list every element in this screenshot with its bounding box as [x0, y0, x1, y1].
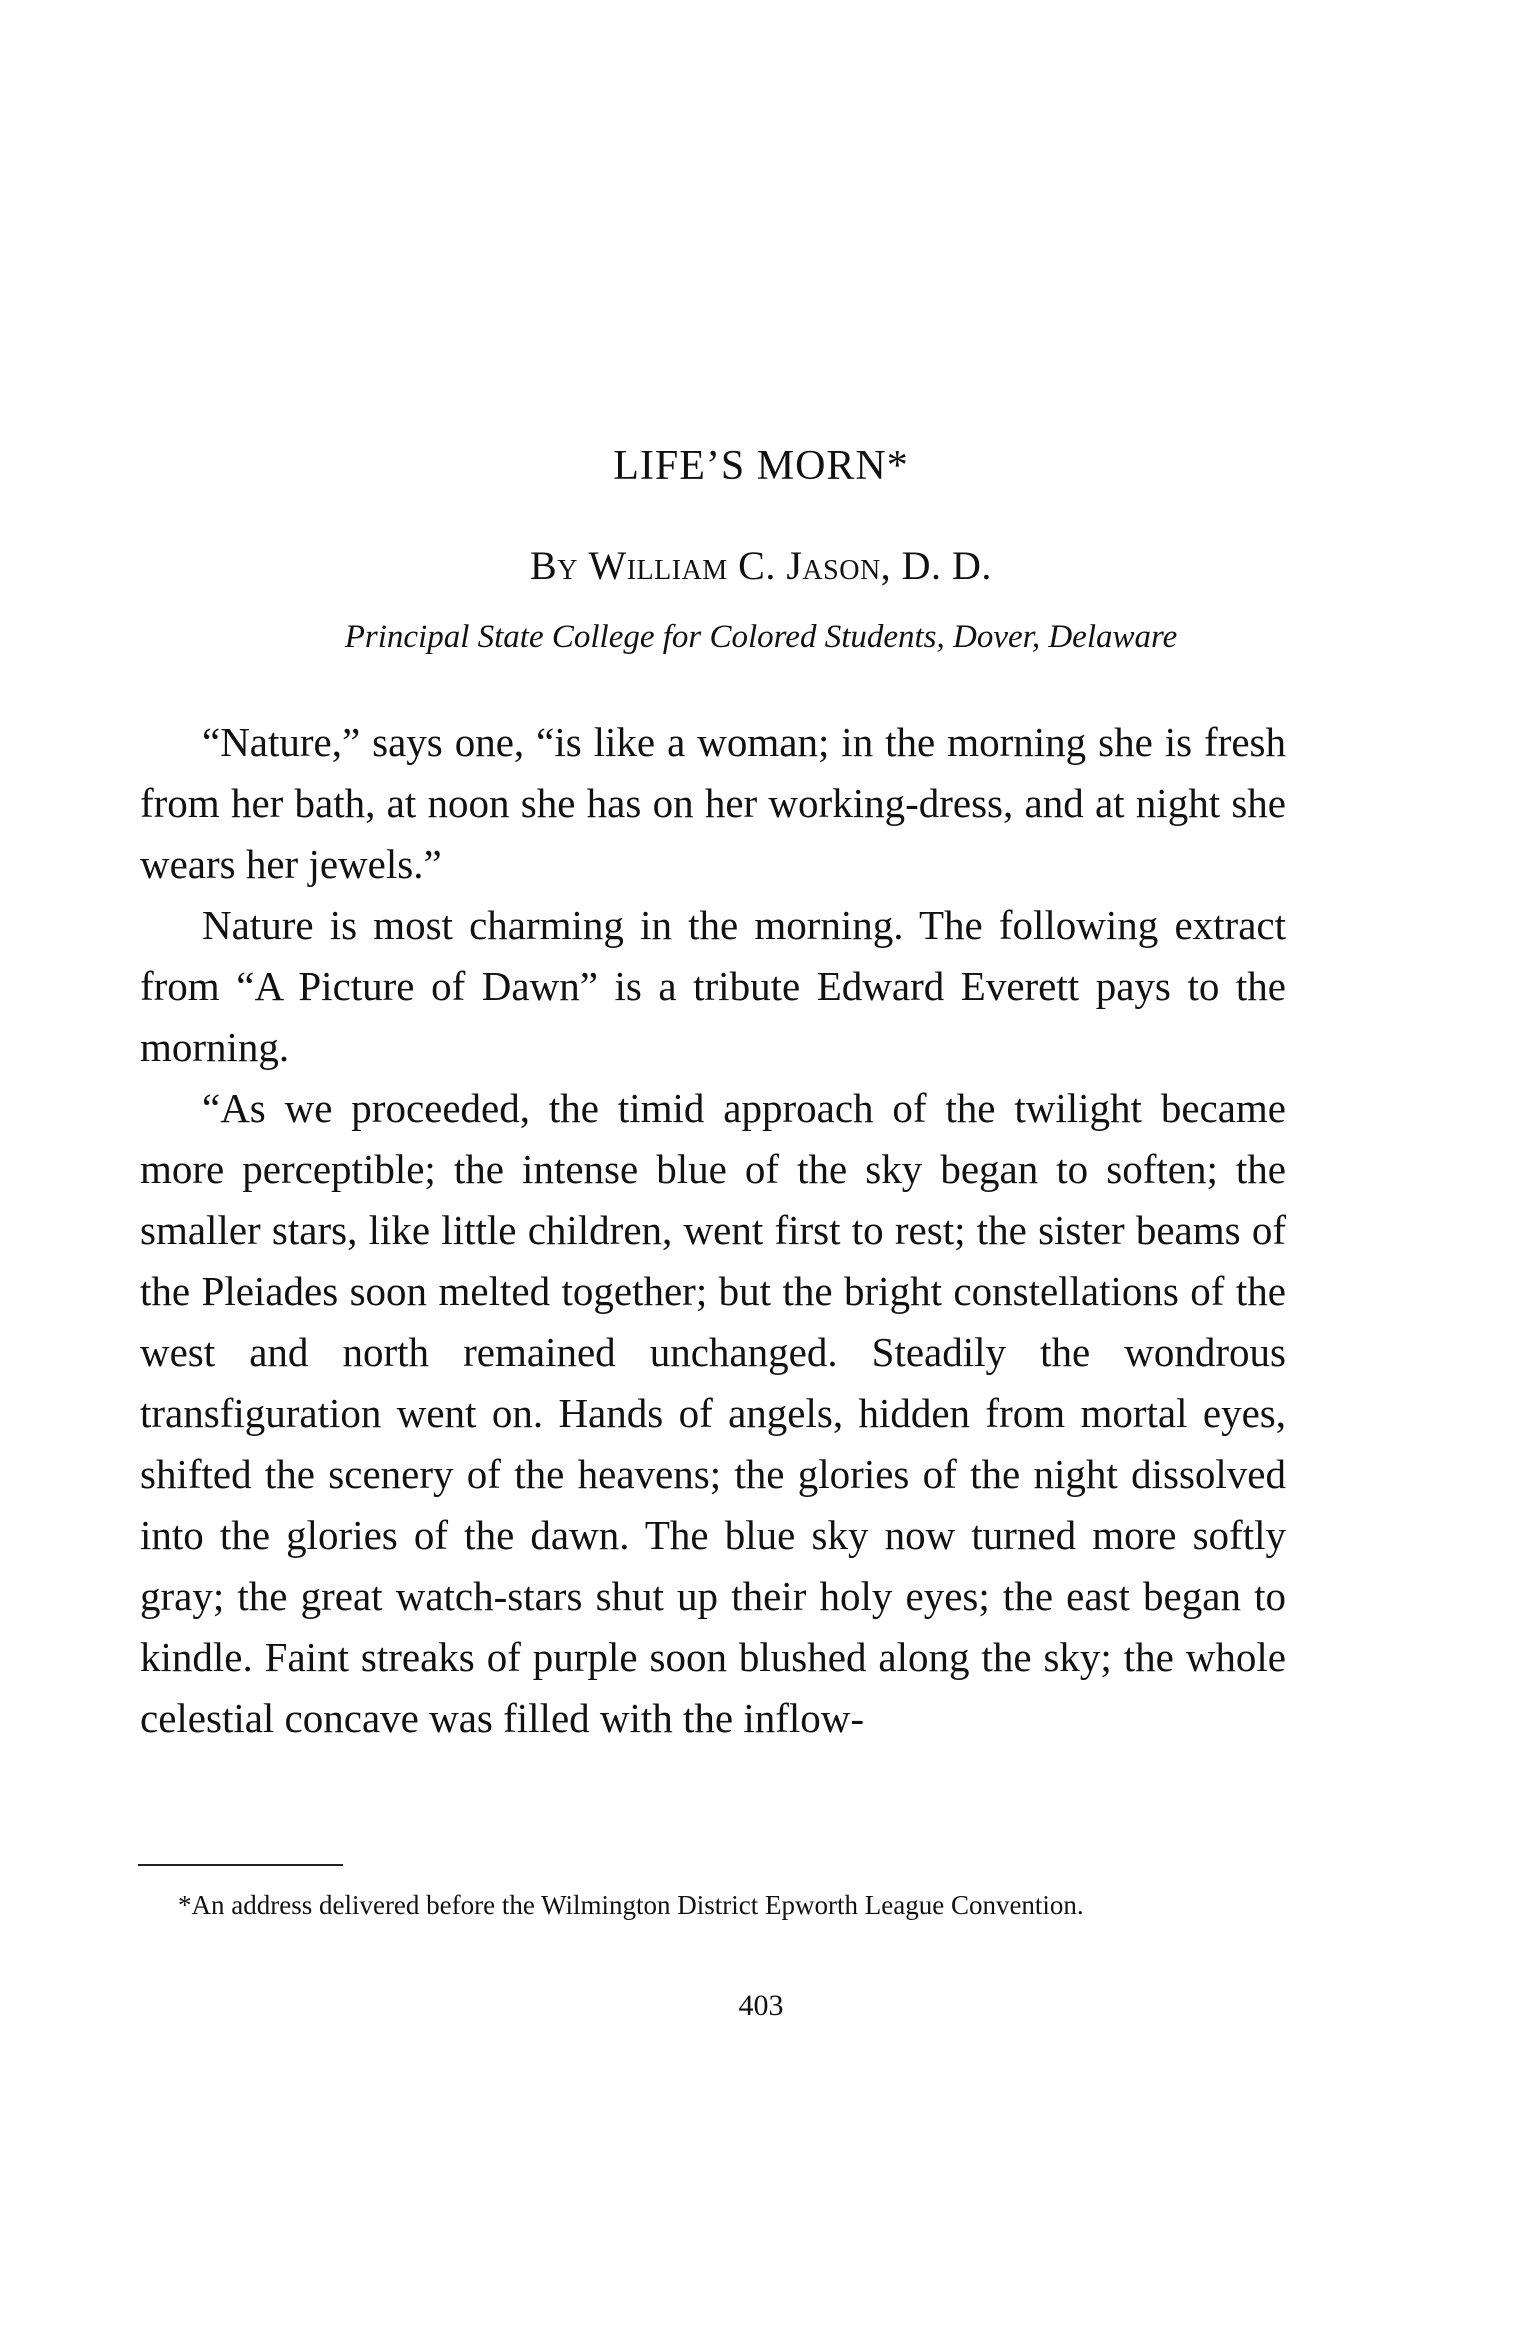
paragraph: “Nature,” says one, “is like a woman; in the morning she is fresh from her bath, at noon she has on her working-dress, and at night she wears her jewels.”: [140, 719, 1286, 887]
author-name: William C. Jason, D. D.: [588, 543, 992, 588]
paragraph: “As we proceeded, the timid approach of the twilight became more perceptible; the intense blue of the sky began to soften; the smaller stars, like little children, went first to rest; the sister beams of the Pleiades soon melted together; but the bright constellations of the west and north remained unchanged. Steadily the wondrous transfiguration went on. Hands of angels, hidden from mortal eyes, shifted the scenery of the heavens; the glories of the night dissolved into the glories of the dawn. The blue sky now turned more softly gray; the great watch-stars shut up their holy eyes; the east began to kindle. Faint streaks of purple soon blushed along the sky; the whole celestial concave was filled with the inflow-: [140, 1085, 1286, 1741]
author-affiliation: Principal State College for Colored Students, Dover, Delaware: [344, 619, 1178, 655]
footnote: [140, 1886, 1286, 1924]
article-title: LIFE’S MORN*: [613, 443, 909, 489]
page-number: 403: [738, 1989, 784, 2022]
footnote-divider: [138, 1864, 343, 1866]
footnote-text: *An address delivered before the Wilmington District Epworth League Convention.: [178, 1890, 1084, 1920]
article-body: [140, 712, 1286, 1749]
byline-prefix: By: [530, 543, 578, 588]
paragraph: Nature is most charming in the morning. The following extract from “A Picture of Dawn” is a tribute Edward Everett pays to the morning.: [140, 902, 1286, 1070]
author-byline: [0, 542, 1522, 589]
